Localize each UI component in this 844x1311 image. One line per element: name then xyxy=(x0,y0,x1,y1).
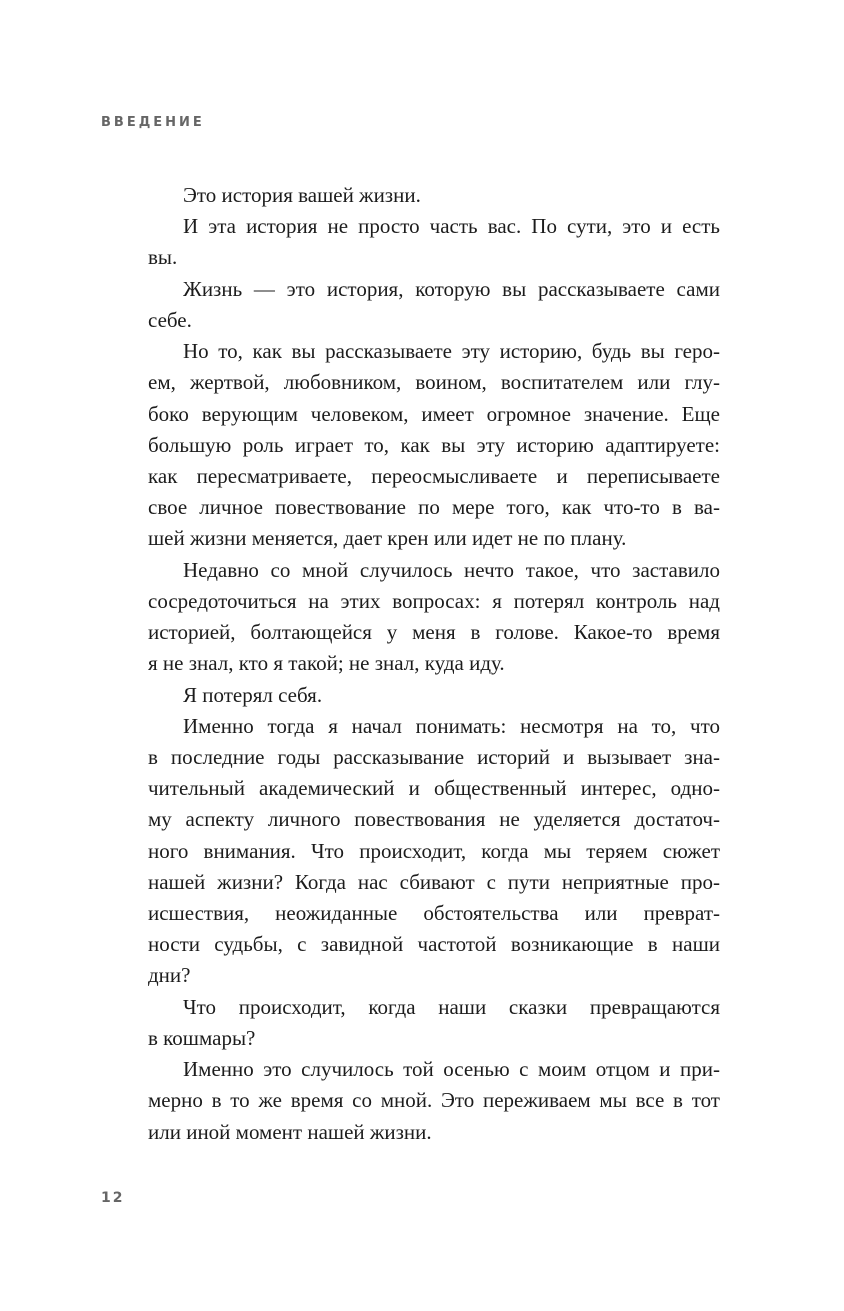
text-line: ного внимания. Что происходит, когда мы теряем сюжет xyxy=(148,838,720,863)
text-line: шей жизни меняется, дает крен или идет не по плану. xyxy=(148,526,627,551)
text-line: чительный академический и общественный интерес, одно- xyxy=(148,776,720,801)
running-head: ВВЕДЕНИЕ xyxy=(101,115,205,130)
text-line: Именно это случилось той осенью с моим отцом и при- xyxy=(183,1057,720,1082)
text-line: я не знал, кто я такой; не знал, куда иду. xyxy=(148,651,505,676)
text-line: сосредоточиться на этих вопросах: я потерял контроль над xyxy=(148,588,720,613)
text-line: мерно в то же время со мной. Это переживаем мы все в тот xyxy=(148,1088,720,1113)
text-line: как пересматриваете, переосмысливаете и переписываете xyxy=(148,463,720,488)
text-line: историей, болтающейся у меня в голове. Какое-то время xyxy=(148,620,720,645)
text-line: Именно тогда я начал понимать: несмотря на то, что xyxy=(183,713,720,738)
text-line: ем, жертвой, любовником, воином, воспитателем или глу- xyxy=(148,370,720,395)
text-line: Я потерял себя. xyxy=(183,682,323,707)
text-line: Недавно со мной случилось нечто такое, что заставило xyxy=(183,557,720,582)
text-line: И эта история не просто часть вас. По сути, это и есть xyxy=(183,214,720,239)
text-line: ности судьбы, с завидной частотой возникающие в наши xyxy=(148,932,720,957)
text-line: Это история вашей жизни. xyxy=(183,183,421,207)
page-number: 12 xyxy=(101,1190,125,1206)
text-line: нашей жизни? Когда нас сбивают с пути неприятные про- xyxy=(148,869,720,894)
text-line: Жизнь — это история, которую вы рассказываете сами xyxy=(183,276,720,301)
text-line: вы. xyxy=(148,245,178,270)
text-line: боко верующим человеком, имеет огромное значение. Еще xyxy=(148,401,720,426)
text-line: Что происходит, когда наши сказки превращаются xyxy=(183,994,720,1019)
text-line: в последние годы рассказывание историй и вызывает зна- xyxy=(148,744,720,769)
text-line: себе. xyxy=(148,307,192,332)
text-line: исшествия, неожиданные обстоятельства или преврат- xyxy=(148,901,720,926)
text-line: му аспекту личного повествования не уделяется достаточ- xyxy=(148,807,720,832)
text-line: или иной момент нашей жизни. xyxy=(148,1119,432,1144)
text-line: большую роль играет то, как вы эту историю адаптируете: xyxy=(148,432,720,457)
text-line: Но то, как вы рассказываете эту историю, будь вы геро- xyxy=(183,339,720,364)
text-line: дни? xyxy=(148,963,191,988)
text-line: свое личное повествование по мере того, как что-то в ва- xyxy=(148,495,720,520)
text-line: в кошмары? xyxy=(148,1025,256,1050)
body-text xyxy=(148,180,720,1148)
